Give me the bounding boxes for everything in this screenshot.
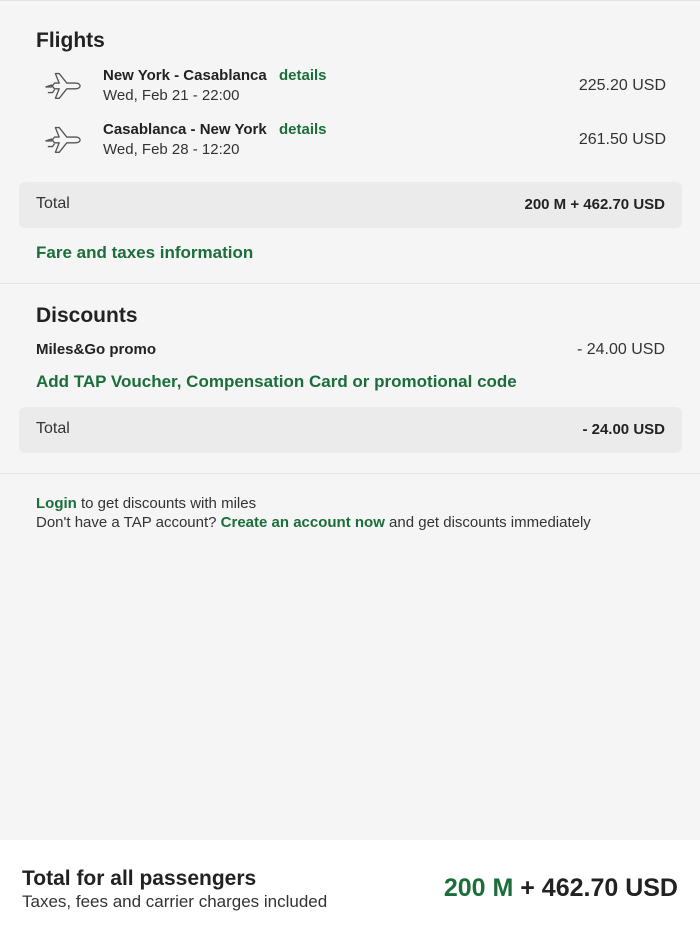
section-divider [0,473,700,474]
footer-subtitle: Taxes, fees and carrier charges included [22,892,328,911]
create-account-text: and get discounts immediately [384,514,591,531]
footer-title: Total for all passengers [22,867,257,890]
total-footer [0,840,700,936]
promo-value: - 24.00 USD [576,341,665,358]
flights-total-value: 200 M + 462.70 USD [524,196,665,213]
flight-date: Wed, Feb 28 - 12:20 [103,141,240,158]
fare-taxes-info-link[interactable]: Fare and taxes information [36,243,254,262]
footer-total [444,874,678,903]
flights-total-label: Total [36,195,70,212]
flight-price: 261.50 USD [578,131,666,148]
discounts-total-bar [19,407,682,453]
discounts-total-label: Total [36,420,70,437]
discounts-title: Discounts [36,304,138,327]
section-divider [0,283,700,284]
flight-row-return [36,121,666,165]
top-divider [0,0,700,1]
create-account-prompt [36,514,591,531]
promo-label: Miles&Go promo [36,341,157,358]
footer-miles: 200 M [443,874,514,902]
flight-route: Casablanca - New York [103,121,267,138]
flight-route: New York - Casablanca [103,67,267,84]
flight-details-link[interactable]: details [279,67,327,84]
footer-plus: + [513,874,542,902]
flight-price: 225.20 USD [578,77,666,94]
create-account-link[interactable]: Create an account now [220,514,385,531]
plane-icon [44,69,82,101]
login-prompt [36,495,256,512]
login-text: to get discounts with miles [76,495,257,512]
flight-row-outbound [36,67,666,111]
login-link[interactable]: Login [36,495,77,512]
add-voucher-link[interactable]: Add TAP Voucher, Compensation Card or promotional code [36,372,517,391]
flights-total-bar [19,182,682,228]
flights-title: Flights [36,29,105,52]
flight-details-link[interactable]: details [279,121,327,138]
plane-icon [44,123,82,155]
footer-amount: 462.70 USD [541,874,678,902]
flight-date: Wed, Feb 21 - 22:00 [103,87,240,104]
no-account-text: Don't have a TAP account? [36,514,221,531]
discounts-total-value: - 24.00 USD [582,421,665,438]
